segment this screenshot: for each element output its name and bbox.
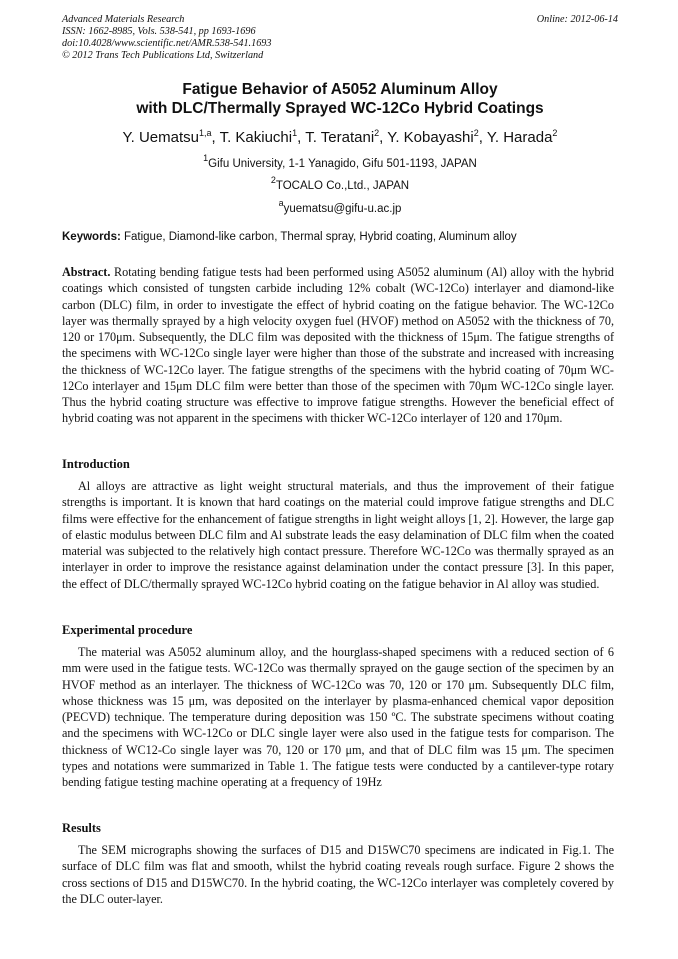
affiliation-sup: 2 xyxy=(270,175,276,185)
experimental-paragraph: The material was A5052 aluminum alloy, and the hourglass-shaped specimens with a reduced section of 6 mm were used in the fatigue tests. WC-12Co was thermally sprayed on the gauge section of the specimen by an HVOF method as an interlayer. The thickness of WC-12Co was 70, 120 or 170 μm. Subsequently DLC film, whose thickness was 15 μm, was deposited on the interlayer by plasma-enhanced chemical vapor deposition (PECVD) technique. The temperature during deposition was 150 ºC. The substrate specimens without coating and the specimens with WC-12Co or DLC single layer were also used in the fatigue tests for comparison. The thickness of WC12-Co single layer was 70, 120 or 170 μm, and that of DLC film was 15 μm. The specimen types and notations were summarized in Table 1. The fatigue tests were conducted by a cantilever-type rotary bending fatigue testing machine operating at a frequency of 19Hz xyxy=(62,645,614,789)
journal-header xyxy=(62,14,618,62)
author-sep: , xyxy=(379,129,388,146)
author: Y. Uematsu xyxy=(122,129,199,146)
abstract-text: Rotating bending fatigue tests had been performed using A5052 aluminum (Al) alloy with the hybrid coatings which consisted of tungsten carbide including 12% cobalt (WC-12Co) interlayer and diamond-like carbon (DLC) film, in order to investigate the effect of hybrid coating on the fatigue behavior. The WC-12Co layer was thermally sprayed by a high velocity oxygen fuel (HVOF) method on A5052 with the thickness of 70, 120 or 170μm. Subsequently, the DLC film was deposited with the thickness of 15μm. The fatigue strengths of the specimens with WC-12Co single layer were higher than those of the substrate and increased with increasing the thickness of WC-12Co layer. The fatigue strengths of the specimens with the hybrid coating of 70μm WC-12Co interlayer and 15μm DLC film were better than those of the specimen with 70μm WC-12Co single layer. Thus the hybrid coating structure was effective to improve fatigue strengths. However the beneficial effect of hybrid coating was not apparent in the specimens with thicker WC-12Co interlayer of 120 and 170μm. xyxy=(62,265,614,426)
author-sep: , xyxy=(297,129,306,146)
experimental-body xyxy=(62,644,614,790)
affiliation-sup: a xyxy=(278,198,284,208)
journal-name: Advanced Materials Research xyxy=(62,14,185,25)
doi-line: doi:10.4028/www.scientific.net/AMR.538-541.1693 xyxy=(62,38,272,49)
results-body xyxy=(62,842,614,907)
author-sup: 1,a xyxy=(198,128,212,138)
section-heading-experimental: Experimental procedure xyxy=(62,623,193,637)
affiliation-text: Gifu University, 1-1 Yanagido, Gifu 501-1193, JAPAN xyxy=(208,158,477,170)
affiliation-2 xyxy=(62,175,618,193)
copyright-line: © 2012 Trans Tech Publications Ltd, Switzerland xyxy=(62,50,264,61)
keywords-label: Keywords: xyxy=(62,231,121,243)
section-heading-results: Results xyxy=(62,821,101,835)
email-link[interactable]: yuematsu@gifu-u.ac.jp xyxy=(283,203,402,215)
affiliation-email xyxy=(62,198,618,216)
introduction-body xyxy=(62,478,614,592)
author-sup: 2 xyxy=(374,128,380,138)
issn-line: ISSN: 1662-8985, Vols. 538-541, pp 1693-1696 xyxy=(62,26,256,37)
affiliation-1 xyxy=(62,153,618,171)
keywords xyxy=(62,230,618,244)
results-paragraph: The SEM micrographs showing the surfaces of D15 and D15WC70 specimens are indicated in Fig.1. The surface of DLC film was flat and smooth, whilst the hybrid coating reveals rough surface. Figure 2 shows the cross sections of D15 and D15WC70. In the hybrid coating, the WC-12Co interlayer was completely covered by the DLC outer-layer. xyxy=(62,843,614,906)
abstract xyxy=(62,264,614,427)
introduction-paragraph: Al alloys are attractive as light weight structural materials, and thus the improvement of their fatigue strengths is important. It is known that hard coatings on the material could improve fatigue strengths and DLC films were effective for the enhancement of fatigue strengths in light weight alloys [1, 2]. However, the large gap of elastic modulus between DLC film and Al substrate leads the easy delamination of DLC film when the coated material was subjected to the relatively high contact pressure. Therefore WC-12Co was thermally sprayed as an interlayer in order to improve the resistance against delamination under the contact pressure [3]. In this paper, the effect of DLC/thermally sprayed WC-12Co hybrid coating on the fatigue behavior in Al alloy was studied. xyxy=(62,479,614,591)
paper-title xyxy=(62,80,618,118)
author-sep: , xyxy=(478,129,487,146)
author: Y. Harada xyxy=(486,129,553,146)
author: Y. Kobayashi xyxy=(387,129,474,146)
author: T. Teratani xyxy=(305,129,375,146)
author-list xyxy=(62,129,618,147)
author-sup: 2 xyxy=(473,128,479,138)
keywords-text: Fatigue, Diamond-like carbon, Thermal spray, Hybrid coating, Aluminum alloy xyxy=(120,231,517,243)
author-sup: 1 xyxy=(292,128,298,138)
title-line-2: with DLC/Thermally Sprayed WC-12Co Hybrid Coatings xyxy=(136,100,544,117)
author-sep: , xyxy=(211,129,220,146)
affiliation-text: TOCALO Co.,Ltd., JAPAN xyxy=(275,180,410,192)
abstract-label: Abstract. xyxy=(62,265,111,279)
author-sup: 2 xyxy=(552,128,558,138)
section-heading-introduction: Introduction xyxy=(62,457,130,471)
online-date: Online: 2012-06-14 xyxy=(536,14,618,25)
author: T. Kakiuchi xyxy=(219,129,293,146)
affiliation-sup: 1 xyxy=(203,153,209,163)
title-line-1: Fatigue Behavior of A5052 Aluminum Alloy xyxy=(182,81,498,98)
